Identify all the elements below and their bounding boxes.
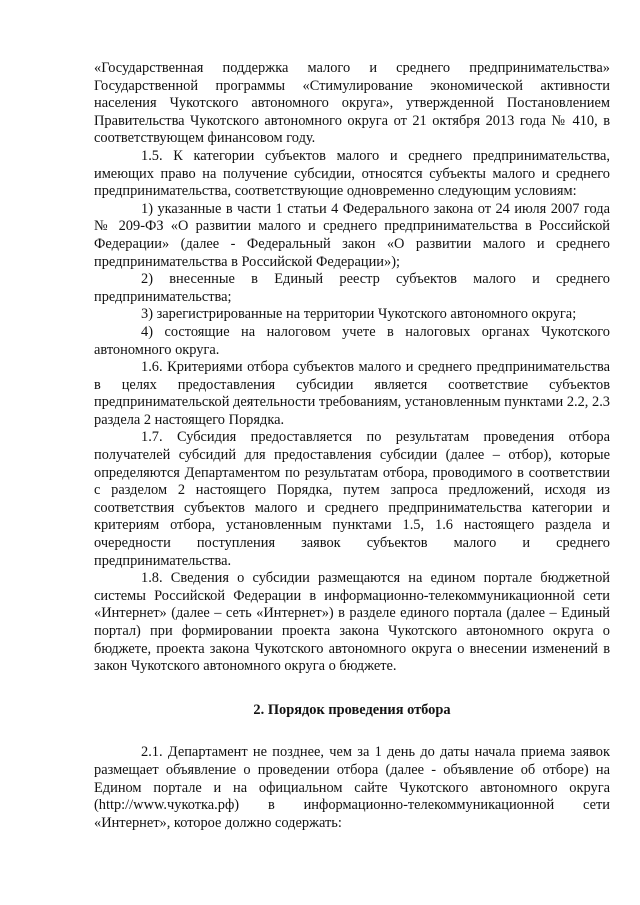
paragraph: «Государственная поддержка малого и среднего предпринимательства» Государственной программы «Стимулирование экономической активности населения Чукотского автономного округа», утвержденной Постановлением Правительства Чукотского автономного округа от 21 октября 2013 года № 410, в соответствующем финансовом году. <box>94 60 610 147</box>
list-item-1: 1) указанные в части 1 статьи 4 Федерального закона от 24 июля 2007 года № 209-ФЗ «О развитии малого и среднего предпринимательства в Российской Федерации» (далее - Федеральный закон «О развитии малого и среднего предпринимательства в Российской Федерации»); <box>94 200 610 270</box>
list-item-4: 4) состоящие на налоговом учете в налоговых органах Чукотского автономного округа. <box>94 323 610 358</box>
paragraph-1-5: 1.5. К категории субъектов малого и среднего предпринимательства, имеющих право на получение субсидии, относятся субъекты малого и среднего предпринимательства, соответствующие одновременно следующим условиям: <box>94 147 610 200</box>
paragraph-1-8: 1.8. Сведения о субсидии размещаются на едином портале бюджетной системы Российской Федерации в информационно-телекоммуникационной сети «Интернет» (далее – сеть «Интернет») в разделе единого портала (далее – Единый портал) при формировании проекта закона Чукотского автономного округа о бюджете, проекта закона Чукотского автономного округа о внесении изменений в закон Чукотского автономного округа о бюджете. <box>94 570 610 675</box>
list-item-3: 3) зарегистрированные на территории Чукотского автономного округа; <box>141 306 577 323</box>
list-item-2: 2) внесенные в Единый реестр субъектов малого и среднего предпринимательства; <box>94 271 610 305</box>
paragraph-1-7: 1.7. Субсидия предоставляется по результатам проведения отбора получателей субсидий для предоставления субсидии (далее – отбор), которые определяются Департаментом по результатам отбора, проводимого в соответствии с разделом 2 настоящего Порядка, путем запроса предложений, исходя из соответствия субъектов малого и среднего предпринимательства категории и критериям отбора, установленным пунктами 1.5, 1.6 настоящего раздела и очередности поступления заявок субъектов малого и среднего предпринимательства. <box>94 429 610 569</box>
paragraph-1-6: 1.6. Критериями отбора субъектов малого и среднего предпринимательства в целях предоставления субсидии является соответствие субъектов предпринимательской деятельности требованиям, установленным пунктами 2.2, 2.3 раздела 2 настоящего Порядка. <box>94 359 610 428</box>
bottom-text-block <box>94 744 610 832</box>
top-text-block <box>94 60 610 676</box>
paragraph-2-1: 2.1. Департамент не позднее, чем за 1 день до даты начала приема заявок размещает объявление о проведении отбора (далее - объявление об отборе) на Едином портале и на официальном сайте Чукотского автономного округа (http://www.чукотка.рф) в информационно-телекоммуникационной сети «Интернет», которое должно содержать: <box>94 744 610 831</box>
section-heading: 2. Порядок проведения отбора <box>253 701 451 718</box>
